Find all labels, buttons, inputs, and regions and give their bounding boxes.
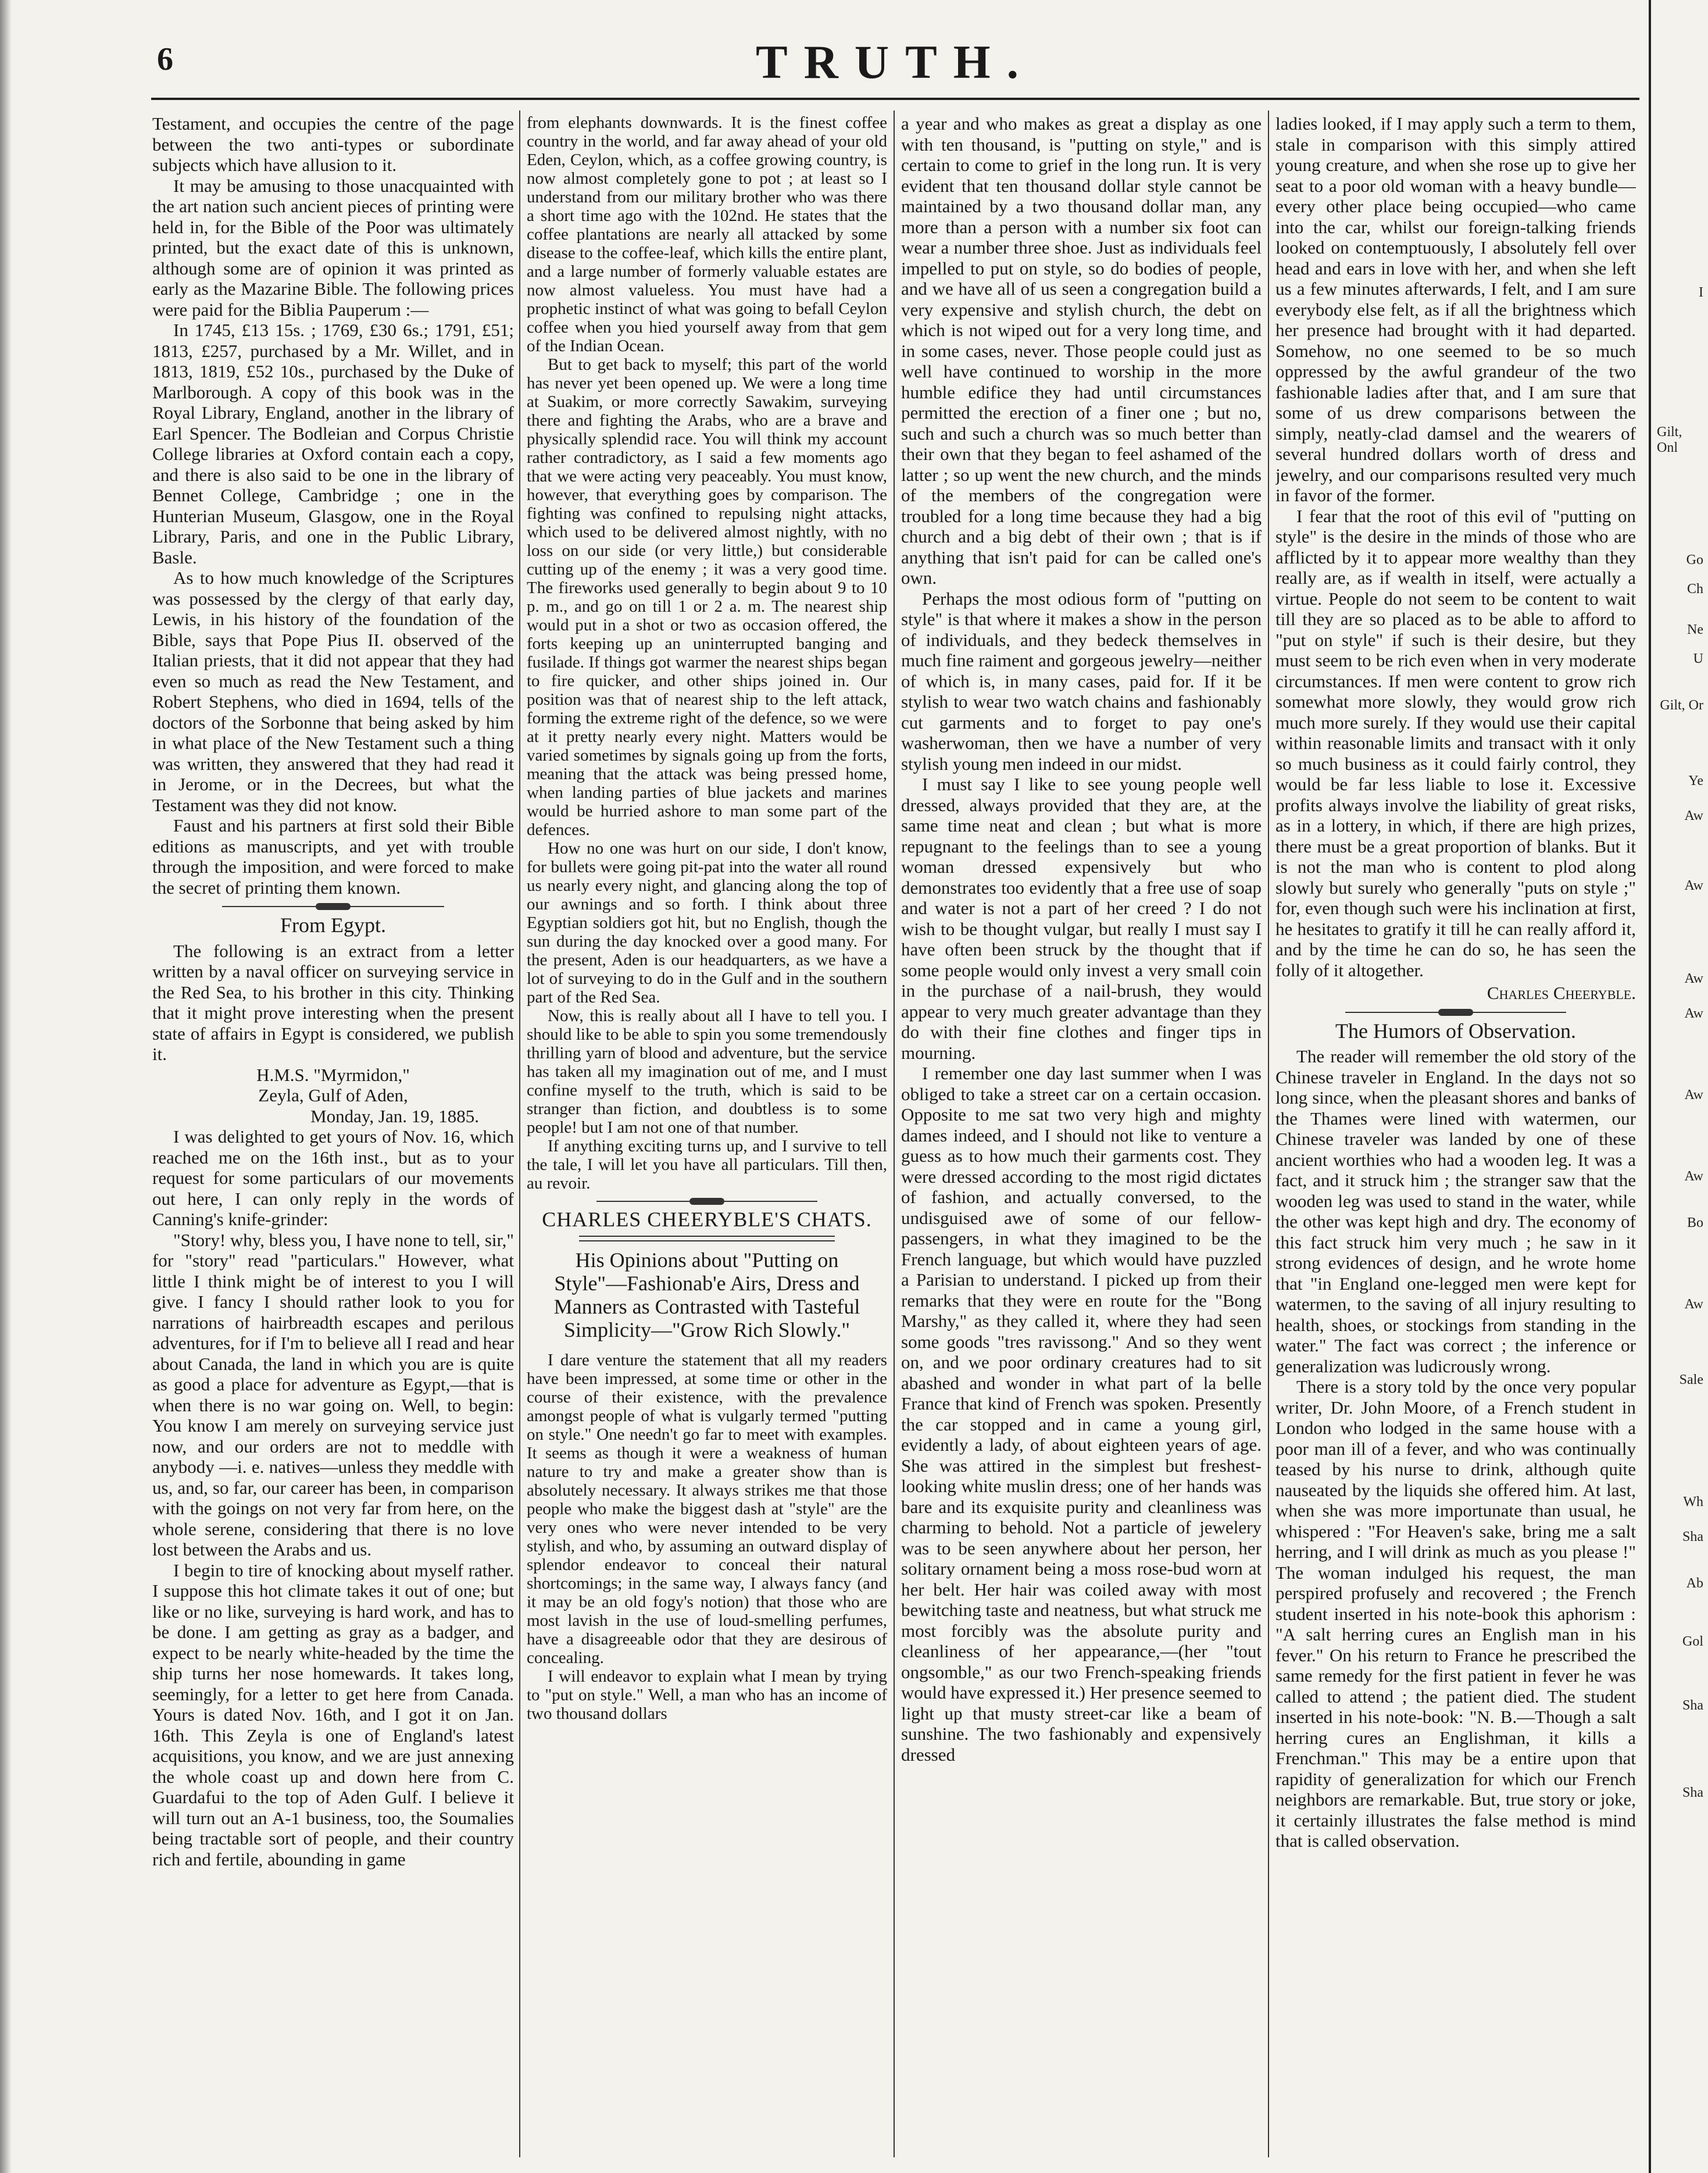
column-divider xyxy=(894,110,895,2157)
section-separator xyxy=(596,1201,817,1202)
margin-fragment: Ch xyxy=(1686,581,1703,597)
article-heading: CHARLES CHEERYBLE'S CHATS. xyxy=(542,1208,872,1231)
paragraph: Perhaps the most odious form of "putting on style" is that where it makes a show in the person of individuals, and they bedeck themselves in much fine raiment and gorgeous jewelry—neither of which is, in many cases, paid for. If it be stylish to wear two watch chains and fashionably cut garments and to forget to pay one's washerwoman, then we have a number of very stylish young men indeed in our midst. xyxy=(901,588,1262,774)
column-divider xyxy=(1268,110,1269,2157)
paragraph: But to get back to myself; this part of the world has never yet been opened up. We were a long time at Suakim, or more correctly Sawakim, surveying there and fighting the Arabs, who are a brave and physically splendid race. You will think my account rather contradictory, as I said a few moments ago that we were acting very peaceably. You must know, however, that everything goes by comparison. The fighting was confined to repulsing night attacks, which used to be delivered almost nightly, with no loss on our side (or very little,) but considerable cutting up of the enemy ; it was a very good time. The fireworks used generally to begin about 9 to 10 p. m., and go on till 1 or 2 a. m. The nearest ship would put in a shot or two as occasion offered, the forts keeping up an uninterrupted banging and fusilade. If things got warmer the nearest ships began to fire quicker, and other ships joined in. Our position was that of nearest ship to the left attack, forming the extreme right of the defence, so we were at it pretty nearly every night. Matters would be varied sometimes by signals going up from the forts, meaning that the attack was being pressed home, when landing parties of blue jackets and marines would be hurried ashore to man some part of the defences. xyxy=(527,355,887,839)
section-separator xyxy=(222,906,444,907)
margin-fragment: Go xyxy=(1686,552,1703,568)
paragraph: I will endeavor to explain what I mean by trying to "put on style." Well, a man who has an income of two thousand dollars xyxy=(527,1667,887,1723)
paragraph: I must say I like to see young people well dressed, always provided that they are, at the same time neat and clean ; but what is more repugnant to the feelings than to see a young woman dressed expensively but who demonstrates too evidently that a free use of soap and water is not a part of her creed ? I do not wish to be thought vulgar, but really I must say I have often been struck by the thought that if some people would only invest a very small coin in the purchase of a nail-brush, they would appear to very much greater advantage than they do with their fine clothes and finger tips in mourning. xyxy=(901,774,1262,1063)
paragraph: Now, this is really about all I have to tell you. I should like to be able to spin you some tremendously thrilling yarn of blood and adventure, but the service has taken all my imagination out of me, and I must confine myself to the truth, which is said to be stranger than fiction, and doubtless is to some people! but I am not one of that number. xyxy=(527,1007,887,1137)
paragraph: I remember one day last summer when I was obliged to take a street car on a certain occasion. Opposite to me sat two very high and mighty dames indeed, and I should not like to venture a guess as to how much their garments cost. They were dressed according to the most rigid dictates of fashion, and actually conversed, to the undisguised awe of some of our fellow-passengers, in what they imagined to be the French language, but which would have puzzled a Parisian to understand. I picked up from their remarks that they were en route for the "Bong Marshy," as they called it, where they had seen some goods "tres ravissong." And so they went on, and we poor ordinary creatures had to sit abashed and wonder in what part of la belle France that kind of French was spoken. Presently the car stopped and in came a young girl, evidently a lady, of about eighteen years of age. She was attired in the simplest but freshest-looking white muslin dress; one of her hands was bare and its exquisite purity and cleanliness was charming to behold. Not a particle of jewelery was to be seen anywhere about her person, her solitary ornament being a moss rose-bud worn at her belt. Her hair was coiled away with most bewitching taste and neatness, but what struck me most forcibly was the absolute purity and cleanliness of her appearance,—(her "tout ongsomble," as our two French-speaking friends would have expressed it.) Her presence seemed to light up that musty street-car like a beam of sunshine. The two fashionably and expensively dressed xyxy=(901,1063,1262,1765)
column-4 xyxy=(1275,113,1636,2154)
newspaper-title: TRUTH. xyxy=(755,35,1035,88)
margin-fragment: Aw xyxy=(1684,1169,1703,1184)
adjacent-page-fragment xyxy=(1657,110,1708,2157)
margin-fragment: Sale xyxy=(1679,1372,1703,1387)
margin-fragment: Aw xyxy=(1684,1006,1703,1021)
paragraph: There is a story told by the once very popular writer, Dr. John Moore, of a French student in London who lodged in the same house with a poor man ill of a fever, and who was continually teased by his nurse to drink, although quite nauseated by the liquids she offered him. At last, when she was more importunate than usual, he whispered : "For Heaven's sake, bring me a salt herring, and I will drink as much as you please !" The woman indulged his request, the man perspired profusely and recovered ; the French student inserted in his note-book this aphorism : "A salt herring cures an English man in his fever." On his return to France he prescribed the same remedy for the first patient in fever he was called to attend ; the patient died. The student inserted in his note-book: "N. B.—Though a salt herring cures an Englishman, it kills a Frenchman." This may be a entire upon that rapidity of generalization for which our French neighbors are remarkable. But, true story or joke, it certainly illustrates the false method is mind that is called observation. xyxy=(1275,1376,1636,1851)
paragraph: Faust and his partners at first sold their Bible editions as manuscripts, and yet with trouble through the imposition, and were forced to make the secret of printing them known. xyxy=(152,815,514,898)
margin-fragment: Aw xyxy=(1684,971,1703,986)
double-rule xyxy=(579,1236,835,1241)
column-1 xyxy=(152,113,514,2154)
margin-fragment: Gilt, Or xyxy=(1660,698,1703,713)
right-margin-rule xyxy=(1649,0,1651,2173)
paragraph: I dare venture the statement that all my readers have been impressed, at some time or other in the course of their existence, with the prevalence amongst people of what is vulgarly termed "putting on style." One needn't go far to meet with examples. It seems as though it were a weakness of human nature to try and make a greater show than is absolutely necessary. It always strikes me that those people who make the biggest dash at "style" are the very ones who were never intended to be very stylish, and who, by assuming an outward display of splendor endeavor to conceal their natural shortcomings; in the same way, I always fancy (and it may be an old fogy's notion) that those who are most lavish in the use of loud-smelling perfumes, have a disagreeable odor that they are desirous of concealing. xyxy=(527,1351,887,1667)
margin-fragment: Gilt, Onl xyxy=(1657,424,1682,455)
margin-fragment: Aw xyxy=(1684,878,1703,893)
masthead-rule xyxy=(151,98,1639,100)
dateline: Zeyla, Gulf of Aden, xyxy=(258,1085,408,1105)
margin-fragment: Sha xyxy=(1682,1698,1703,1713)
margin-fragment: Ne xyxy=(1687,622,1703,637)
margin-fragment: Wh xyxy=(1683,1494,1703,1510)
signature: Charles Cheeryble. xyxy=(1487,983,1636,1003)
paragraph: The reader will remember the old story of the Chinese traveler in England. In the days not so long since, when the pleasant shores and banks of the Thames were lined with watermen, our Chinese traveler was landed by one of these ancient worthies who had a wooden leg. It was a fact, and it struck him ; the stranger saw that the wooden leg was used to stand in the water, while the other was kept high and dry. The economy of this fact struck him very much ; he saw in it strong evidences of design, and he wrote home that "in England one-legged men were kept for watermen, to the saving of all injury resulting to health, shoes, or stockings from standing in the water." The fact was correct ; the inference or generalization was ludicrously wrong. xyxy=(1275,1046,1636,1376)
article-heading: The Humors of Observation. xyxy=(1335,1019,1576,1043)
margin-fragment: Aw xyxy=(1684,1087,1703,1102)
article-heading: From Egypt. xyxy=(280,914,386,937)
margin-fragment: U xyxy=(1693,651,1703,666)
paragraph: How no one was hurt on our side, I don't know, for bullets were going pit-pat into the water all round us nearly every night, and glancing along the top of our awnings and so forth. I think about three Egyptian soldiers got hit, but no English, though the sun during the day knocked over a good many. For the present, Aden is our headquarters, as we have a lot of surveying to do in the Gulf and in the southern part of the Red Sea. xyxy=(527,839,887,1007)
margin-fragment: Ye xyxy=(1688,773,1703,788)
paragraph: a year and who makes as great a display as one with ten thousand, is "putting on style," and is certain to come to grief in the long run. It is very evident that ten thousand dollar style cannot be maintained by a two thousand dollar man, any more than a person with a number six foot can wear a number three shoe. Just as individuals feel impelled to put on style, so do bodies of people, and we have all of us seen a congregation build a very expensive and stylish church, the debt on which is not wiped out for a very long time, and in some cases, never. Those people could just as well have continued to worship in the more humble edifice they had until circumstances permitted the erection of a finer one ; but no, such and such a church was so much better than their own that they began to feel ashamed of the latter ; so up went the new church, and the minds of the members of the congregation were troubled for a long time because they had a big church and a big debt of their own ; that is if anything that isn't paid for can be called one's own. xyxy=(901,113,1262,588)
paragraph: I begin to tire of knocking about myself rather. I suppose this hot climate takes it out of one; but like or no like, surveying is hard work, and has to be done. I am getting as gray as a badger, and expect to be nearly white-headed by the time the ship turns her nose homewards. It takes long, seemingly, for a letter to get here from Canada. Yours is dated Nov. 16th, and I got it on Jan. 16th. This Zeyla is one of England's latest acquisitions, you know, and we are just annexing the whole coast up and down here from C. Guardafui to the top of Aden Gulf. I believe it will turn out an A-1 business, too, the Soumalies being tractable sort of people, and their country rich and fertile, abounding in game xyxy=(152,1560,514,1869)
margin-fragment: Aw xyxy=(1684,808,1703,823)
margin-fragment: Bo xyxy=(1686,1215,1703,1230)
margin-fragment: Sha xyxy=(1682,1529,1703,1544)
column-3 xyxy=(901,113,1262,2154)
paragraph: from elephants downwards. It is the finest coffee country in the world, and far away ahead of your old Eden, Ceylon, which, as a coffee growing country, is now almost completely gone to pot ; at least so I understand from our military brother who was there a short time ago with the 102nd. He states that the coffee plantations are nearly all attacked by some disease to the coffee-leaf, which kills the entire plant, and a large number of formerly valuable estates are now almost valueless. You must have had a prophetic instinct of what was going to befall Ceylon coffee when you hied yourself away from that gem of the Indian Ocean. xyxy=(527,113,887,355)
paragraph: I fear that the root of this evil of "putting on style" is the desire in the minds of those who are afflicted by it to appear more wealthy than they really are, as if wealth in itself, were actually a virtue. People do not seem to be content to wait till they are so placed as to be able to afford to "put on style" if such is their desire, but they must seem to be rich even when in very moderate circumstances. If men were content to grow rich somewhat more slowly, they would grow rich much more surely. If they would use their capital within reasonable limits and transact with it only so much business as it could fairly control, they would be far less liable to lose it. Excessive profits always involve the liability of great risks, as in a lottery, in which, if there are high prizes, there must be a great proportion of blanks. But it is not the man who is content to plod along slowly but surely who generally "puts on style ;" for, even though such were his inclination at first, he hesitates to gratify it till he can really afford it, and by the time he can do so, he has seen the folly of it altogether. xyxy=(1275,505,1636,980)
article-subheading: His Opinions about "Putting on Style"—Fashionab'e Airs, Dress and Manners as Contrasted with Tasteful Simplicity—"Grow Rich Slowly." xyxy=(553,1248,860,1341)
dateline: H.M.S. "Myrmidon," xyxy=(256,1064,410,1085)
section-separator xyxy=(1345,1012,1566,1013)
margin-fragment: Ab xyxy=(1686,1576,1703,1591)
margin-fragment: I xyxy=(1699,285,1703,300)
margin-fragment: Aw xyxy=(1684,1297,1703,1312)
column-2 xyxy=(527,113,887,2154)
paragraph: If anything exciting turns up, and I survive to tell the tale, I will let you have all particulars. Till then, au revoir. xyxy=(527,1137,887,1193)
column-divider xyxy=(519,110,520,2157)
page-binding-edge xyxy=(0,0,12,2173)
dateline: Monday, Jan. 19, 1885. xyxy=(310,1105,479,1126)
paragraph: The following is an extract from a letter written by a naval officer on surveying service in the Red Sea, to his brother in this city. Thinking that it might prove interesting when the present state of affairs in Egypt is considered, we publish it. xyxy=(152,940,514,1064)
paragraph: In 1745, £13 15s. ; 1769, £30 6s.; 1791, £51; 1813, £257, purchased by a Mr. Willet, and in 1813, 1819, £52 10s., purchased by the Duke of Marlborough. A copy of this book was in the Royal Library, England, another in the library of Earl Spencer. The Bodleian and Corpus Christie College libraries at Oxford contain each a copy, and there is also said to be one in the library of Bennet College, Cambridge ; one in the Hunterian Museum, Glasgow, one in the Royal Library, Paris, and one in the Public Library, Basle. xyxy=(152,320,514,568)
margin-fragment: Sha xyxy=(1682,1785,1703,1800)
masthead xyxy=(151,35,1639,87)
paragraph: ladies looked, if I may apply such a term to them, stale in comparison with this simply attired young creature, and when she rose up to give her seat to a poor old woman with a heavy bundle—every other place being occupied—who came into the car, whilst our foreign-talking friends looked on contemptuously, I absolutely fell over head and ears in love with her, and when she left us a few minutes afterwards, I felt, and I am sure everybody else felt, as if all the brightness which her presence had brought with it had departed. Somehow, no one seemed to be so much oppressed by the awful grandeur of the two fashionable ladies after that, and I am sure that some of us drew comparisons between the simply, neatly-clad damsel and the wearers of several hundred dollars worth of dress and jewelry, and our comparisons resulted very much in favor of the former. xyxy=(1275,113,1636,505)
paragraph: I was delighted to get yours of Nov. 16, which reached me on the 16th inst., but as to your request for some particulars of our movements out here, I can only reply in the words of Canning's knife-grinder: xyxy=(152,1126,514,1229)
paragraph: Testament, and occupies the centre of the page between the two anti-types or subordinate subjects which have allusion to it. xyxy=(152,113,514,175)
paragraph: "Story! why, bless you, I have none to tell, sir," for "story" read "particulars." However, what little I think might be of interest to you I will give. I fancy I should rather look to you for narrations of hairbreadth escapes and perilous adventures, for if I'm to believe all I read and hear about Canada, the land in which you are is quite as good a place for adventure as Egypt,—that is when there is no war going on. Well, to begin: You know I am merely on surveying service just now, and our orders are not to meddle with anybody —i. e. natives—unless they meddle with us, and, so far, our career has been, in comparison with the goings on not very far from here, on the whole serene, considering that there is no love lost between the Arabs and us. xyxy=(152,1229,514,1560)
paragraph: It may be amusing to those unacquainted with the art nation such ancient pieces of printing were held in, for the Bible of the Poor was ultimately printed, but the exact date of this is unknown, although some are of opinion it was printed as early as the Mazarine Bible. The following prices were paid for the Biblia Pauperum :— xyxy=(152,175,514,320)
page-number: 6 xyxy=(157,41,173,77)
margin-fragment: Gol xyxy=(1682,1634,1703,1649)
paragraph: As to how much knowledge of the Scriptures was possessed by the clergy of that early day, Lewis, in his history of the foundation of the Bible, says that Pope Pius II. observed of the Italian priests, that it did not appear that they had even so much as read the New Testament, and Robert Stephens, who died in 1694, tells of the doctors of the Sorbonne that being asked by him in what place of the New Testament such a thing was written, they answered that they had read it in Jerome, or in the Decrees, but what the Testament was they did not know. xyxy=(152,568,514,815)
